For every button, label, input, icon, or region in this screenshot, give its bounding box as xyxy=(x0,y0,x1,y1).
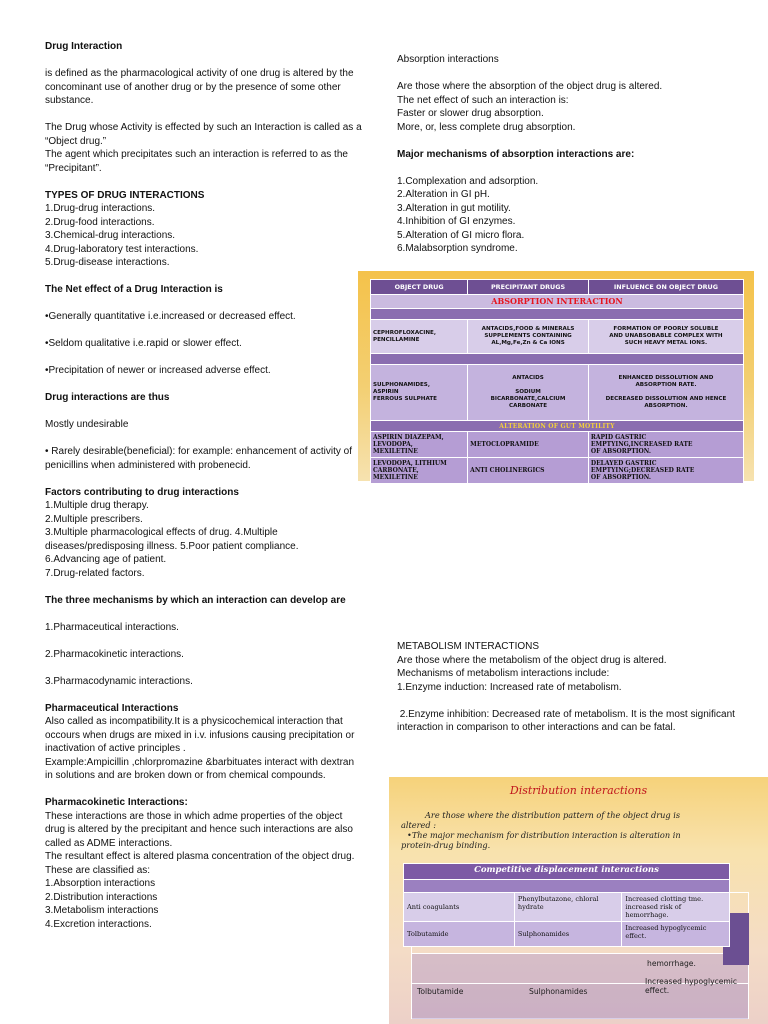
section-band xyxy=(371,309,744,320)
background-text: Sulphonamides xyxy=(529,987,588,996)
background-text: hemorrhage. xyxy=(647,959,696,968)
table-cell: ANTACIDS SODIUM BICARBONATE,CALCIUM CARBONATE xyxy=(468,365,589,421)
major-mechanism-item: 3.Alteration in gut motility. xyxy=(397,202,511,214)
metabolism-section xyxy=(397,640,742,735)
table-cell: Increased hypoglycemic effect. xyxy=(622,922,730,947)
table-cell: DELAYED GASTRIC EMPTYING;DECREASED RATE OF ABSORPTION. xyxy=(588,458,743,484)
definition-text: is defined as the pharmacological activity of one drug is altered by the concominant use of another drug or by the presence of some other substance. xyxy=(45,68,357,106)
absorption-table xyxy=(370,279,744,484)
major-mechanisms-heading: Major mechanisms of absorption interactions are: xyxy=(397,148,635,160)
factors-heading: Factors contributing to drug interactions xyxy=(45,486,239,498)
background-text: Increased hypoglycemic effect. xyxy=(645,977,738,995)
factors-item: 3.Multiple pharmacological effects of drug. 4.Multiple diseases/predisposing illness. 5.Poor patient compliance. xyxy=(45,527,299,552)
section-title: ALTERATION OF GUT MOTILITY xyxy=(371,421,744,432)
factors-item: 2.Multiple prescribers. xyxy=(45,513,143,525)
distribution-line: •The major mechanism for distribution interaction is alteration in xyxy=(407,830,681,840)
major-mechanism-item: 5.Alteration of GI micro flora. xyxy=(397,229,525,241)
table-cell: Increased clotting tme. increased risk of hemorrhage. xyxy=(622,893,730,922)
factors-item: 1.Multiple drug therapy. xyxy=(45,500,149,511)
thus-heading: Drug interactions are thus xyxy=(45,392,170,403)
section-title: ABSORPTION INTERACTION xyxy=(371,295,744,309)
pk-list-item: 4.Excretion interactions. xyxy=(45,918,152,930)
table-cell: Sulphonamides xyxy=(514,922,622,947)
net-effect-item: •Seldom qualitative i.e.rapid or slower effect. xyxy=(45,338,242,349)
object-drug-text: The Drug whose Activity is effected by such an Interaction is called as a “Object drug.” xyxy=(45,122,365,147)
metabolism-heading: METABOLISM INTERACTIONS xyxy=(397,641,540,652)
pharmacokinetic-text: These interactions are those in which adme properties of the object drug is altered by the precipitant and hence such interactions are also called as ADME interactions. The resultant effect is altered plasma concentration of the object drug. These are classified as: xyxy=(45,810,355,876)
major-mechanism-item: 4.Inhibition of GI enzymes. xyxy=(397,216,516,227)
distribution-text xyxy=(401,810,741,850)
precipitant-text: The agent which precipitates such an interaction is referred to as the “Precipitant”. xyxy=(45,149,351,174)
types-item: 5.Drug-disease interactions. xyxy=(45,257,170,268)
net-effect-item: •Generally quantitative i.e.increased or decreased effect. xyxy=(45,311,296,322)
table-cell: ANTACIDS,FOOD & MINERALS SUPPLEMENTS CONTAINING AL,Mg,Fe,Zn & Ca IONS xyxy=(468,320,589,354)
pharmaceutical-heading: Pharmaceutical Interactions xyxy=(45,702,179,714)
pk-list-item: 1.Absorption interactions xyxy=(45,878,156,889)
table-cell: METOCLOPRAMIDE xyxy=(468,432,589,458)
pk-list-item: 3.Metabolism interactions xyxy=(45,905,159,916)
table-cell: Anti coagulants xyxy=(404,893,515,922)
pharmaceutical-text: Also called as incompatibility.It is a physicochemical interaction that occours when drugs are mixed in i.v. infusions causing precipitation or inactivation of active principles . Example:Ampicillin ,chlorpromazine &barbituates interact with dextran in solutions and are broken down or from chemical compounds. xyxy=(45,716,355,781)
net-effect-heading: The Net effect of a Drug Interaction is xyxy=(45,284,223,295)
pk-list-item: 2.Distribution interactions xyxy=(45,891,158,903)
net-effect-item: •Precipitation of newer or increased adverse effect. xyxy=(45,365,271,376)
absorption-definition: Are those where the absorption of the object drug is altered. The net effect of such an interaction is: Faster or slower drug absorption. More, or, less complete drug absorption. xyxy=(397,81,663,133)
table-header: OBJECT DRUG xyxy=(371,280,468,295)
left-column xyxy=(45,40,363,931)
metabolism-text: Are those where the metabolism of the object drug is altered. Mechanisms of metabolism interactions include: 1.Enzyme induction: Increased rate of metabolism. xyxy=(397,654,667,693)
background-text: Tolbutamide xyxy=(417,987,464,996)
mostly-undesirable: Mostly undesirable xyxy=(45,419,129,430)
mechanisms-heading: The three mechanisms by which an interaction can develop are xyxy=(45,594,346,606)
table-cell: ASPIRIN DIAZEPAM, LEVODOPA, MEXILETINE xyxy=(371,432,468,458)
types-heading: TYPES OF DRUG INTERACTIONS xyxy=(45,189,205,201)
table-cell: Phenylbutazone, chloral hydrate xyxy=(514,893,622,922)
table-cell: Tolbutamide xyxy=(404,922,515,947)
types-item: 2.Drug-food interactions. xyxy=(45,216,155,228)
types-item: 1.Drug-drug interactions. xyxy=(45,203,156,214)
major-mechanism-item: 6.Malabsorption syndrome. xyxy=(397,243,518,254)
factors-item: 7.Drug-related factors. xyxy=(45,567,145,579)
distribution-line: Are those where the distribution pattern of the object drug is xyxy=(425,810,681,820)
absorption-heading: Absorption interactions xyxy=(397,54,499,65)
drug-interaction-heading: Drug Interaction xyxy=(45,41,123,52)
table-cell: FORMATION OF POORLY SOLUBLE AND UNABSOBABLE COMPLEX WITH SUCH HEAVY METAL IONS. xyxy=(588,320,743,354)
enzyme-inhibition-text: 2.Enzyme inhibition: Decreased rate of metabolism. It is the most significant interaction in comparison to other interactions and can be fatal. xyxy=(397,708,738,733)
pharmacokinetic-heading: Pharmacokinetic Interactions: xyxy=(45,797,188,808)
types-item: 3.Chemical-drug interactions. xyxy=(45,230,176,241)
types-item: 4.Drug-laboratory test interactions. xyxy=(45,243,199,255)
table-cell: CEPHROFLOXACINE, PENCILLAMINE xyxy=(371,320,468,354)
mechanisms-item: 2.Pharmacokinetic interactions. xyxy=(45,648,184,660)
distribution-title: Distribution interactions xyxy=(509,784,648,797)
absorption-table-figure xyxy=(358,271,754,481)
distribution-figure xyxy=(389,777,768,1024)
table-title: Competitive displacement interactions xyxy=(404,864,730,880)
major-mechanism-item: 1.Complexation and adsorption. xyxy=(397,175,539,187)
mechanisms-item: 3.Pharmacodynamic interactions. xyxy=(45,675,193,687)
table-cell: SULPHONAMIDES, ASPIRIN FERROUS SULPHATE xyxy=(371,365,468,421)
major-mechanism-item: 2.Alteration in GI pH. xyxy=(397,189,490,200)
distribution-line: protein-drug binding. xyxy=(401,840,491,850)
table-cell: ANTI CHOLINERGICS xyxy=(468,458,589,484)
right-column-top xyxy=(397,53,742,256)
competitive-displacement-table xyxy=(403,863,730,947)
table-cell: ENHANCED DISSOLUTION AND ABSORPTION RATE. DECREASED DISSOLUTION AND HENCE ABSORPTION. xyxy=(588,365,743,421)
table-subheader-band xyxy=(404,880,730,893)
section-band xyxy=(371,354,744,365)
factors-item: 6.Advancing age of patient. xyxy=(45,554,167,565)
table-header: INFLUENCE ON OBJECT DRUG xyxy=(588,280,743,295)
rarely-desirable: • Rarely desirable(beneficial): for example: enhancement of activity of penicillins when administered with probenecid. xyxy=(45,446,355,471)
distribution-line: altered : xyxy=(401,820,436,830)
mechanisms-item: 1.Pharmaceutical interactions. xyxy=(45,621,179,633)
table-cell: LEVODOPA, LITHIUM CARBONATE, MEXILETINE xyxy=(371,458,468,484)
table-cell: RAPID GASTRIC EMPTYING,INCREASED RATE OF ABSORPTION. xyxy=(588,432,743,458)
table-header: PRECIPITANT DRUGS xyxy=(468,280,589,295)
